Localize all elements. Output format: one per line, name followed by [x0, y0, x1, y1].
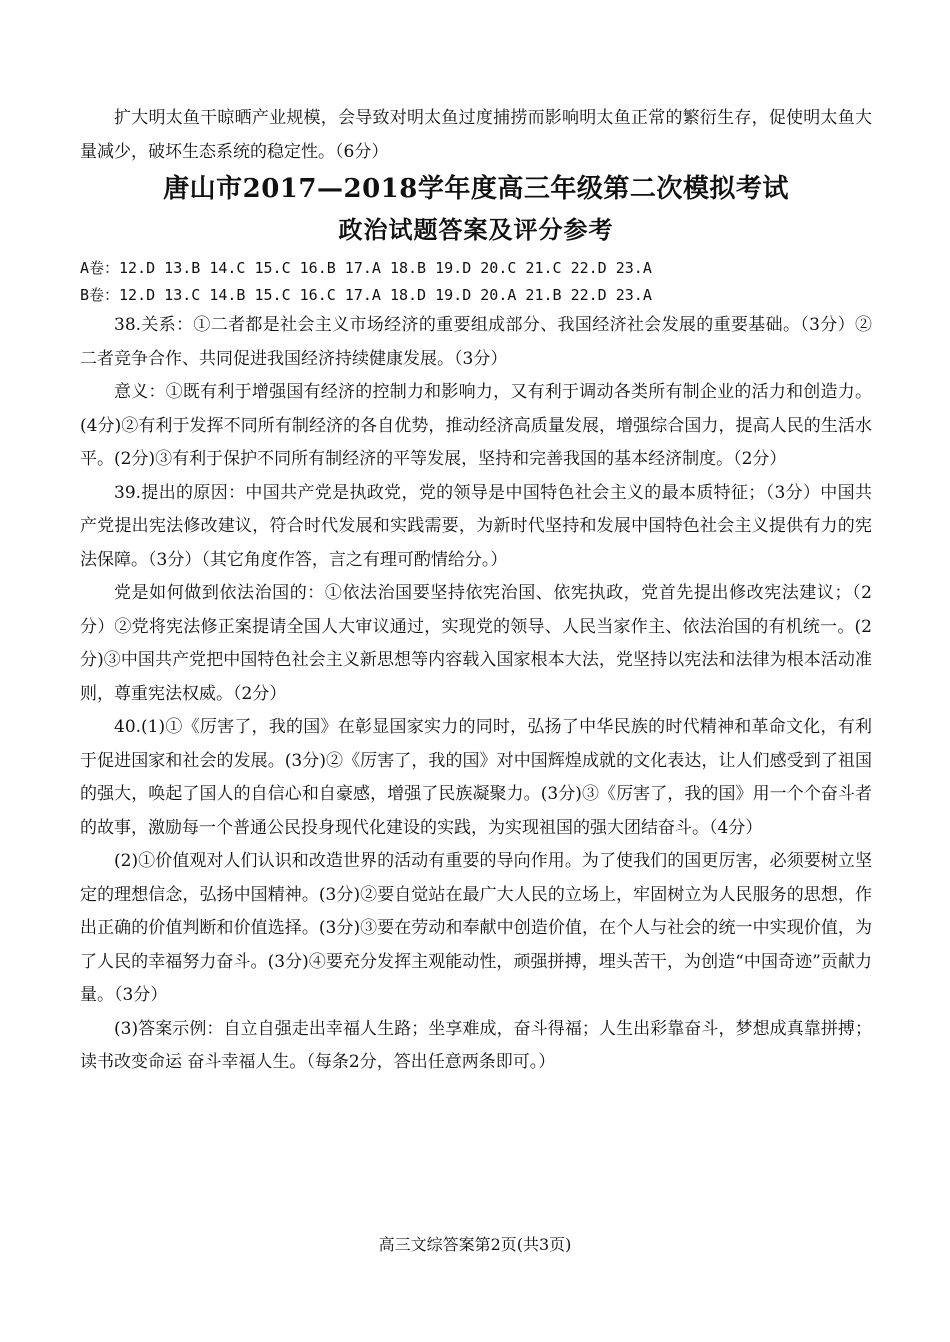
answer-key-b: B卷：12.D 13.C 14.B 15.C 16.C 17.A 18.D 19.D 20.A 21.B 22.D 23.A [80, 286, 652, 304]
answer-38-significance: 意义：①既有利于增强国有经济的控制力和影响力，又有利于调动各类所有制企业的活力和创造力。(4分)②有利于发挥不同所有制经济的各自优势，推动经济高质量发展，增强综合国力，提高人民的生活水平。(2分)③有利于保护不同所有制经济的平等发展，坚持和完善我国的基本经济制度。（2分） [80, 382, 872, 469]
answer-38-relation: 38.关系：①二者都是社会主义市场经济的重要组成部分、我国经济社会发展的重要基础。（3分）②二者竞争合作、共同促进我国经济持续健康发展。（3分） [80, 315, 872, 369]
answer-39-reason: 39.提出的原因：中国共产党是执政党，党的领导是中国特色社会主义的最本质特征；（3分）中国共产党提出宪法修改建议，符合时代发展和实践需要，为新时代坚持和发展中国特色社会主义提供有力的宪法保障。（3分）（其它角度作答，言之有理可酌情给分。） [80, 482, 872, 570]
page-footer: 高三文综答案第2页(共3页) [378, 1235, 572, 1254]
answer-40-part3: (3)答案示例：自立自强走出幸福人生路；坐享难成，奋斗得福；人生出彩靠奋斗，梦想成真靠拼搏；读书改变命运 奋斗幸福人生。（每条2分，答出任意两条即可。） [80, 1018, 872, 1072]
answer-40-part1: 40.(1)①《厉害了，我的国》在彰显国家实力的同时，弘扬了中华民族的时代精神和革命文化，有利于促进国家和社会的发展。(3分)②《厉害了，我的国》对中国辉煌成就的文化表达，让人们感受到了祖国的强大，唤起了国人的自信心和自豪感，增强了民族凝聚力。(3分)③《厉害了，我的国》用一个个奋斗者的故事，激励每一个普通公民投身现代化建设的实践，为实现祖国的强大团结奋斗。（4分） [80, 717, 872, 838]
answer-39-how: 党是如何做到依法治国的：①依法治国要坚持依宪治国、依宪执政，党首先提出修改宪法建议；（2分）②党将宪法修正案提请全国人大审议通过，实现党的领导、人民当家作主、依法治国的有机统一。(2分)③中国共产党把中国特色社会主义新思想等内容载入国家根本大法，党坚持以宪法和法律为根本活动准则，尊重宪法权威。（2分） [80, 583, 872, 704]
intro-paragraph: 扩大明太鱼干晾晒产业规模，会导致对明太鱼过度捕捞而影响明太鱼正常的繁衍生存，促使明太鱼大量减少，破坏生态系统的稳定性。（6分） [80, 108, 872, 162]
answer-key-a: A卷：12.D 13.B 14.C 15.C 16.B 17.A 18.B 19.D 20.C 21.C 22.D 23.A [80, 259, 652, 277]
answer-40-part2: (2)①价值观对人们认识和改造世界的活动有重要的导向作用。为了使我们的国更厉害，必须要树立坚定的理想信念，弘扬中国精神。(3分)②要自觉站在最广大人民的立场上，牢固树立为人民服务的思想，作出正确的价值判断和价值选择。(3分)③要在劳动和奉献中创造价值，在个人与社会的统一中实现价值，为了人民的幸福努力奋斗。(3分)④要充分发挥主观能动性，顽强拼搏，埋头苦干，为创造“中国奇迹”贡献力量。（3分） [80, 851, 872, 1005]
document-subtitle: 政治试题答案及评分参考 [338, 215, 614, 244]
document-title: 唐山市2017—2018学年度高三年级第二次模拟考试 [163, 174, 789, 204]
